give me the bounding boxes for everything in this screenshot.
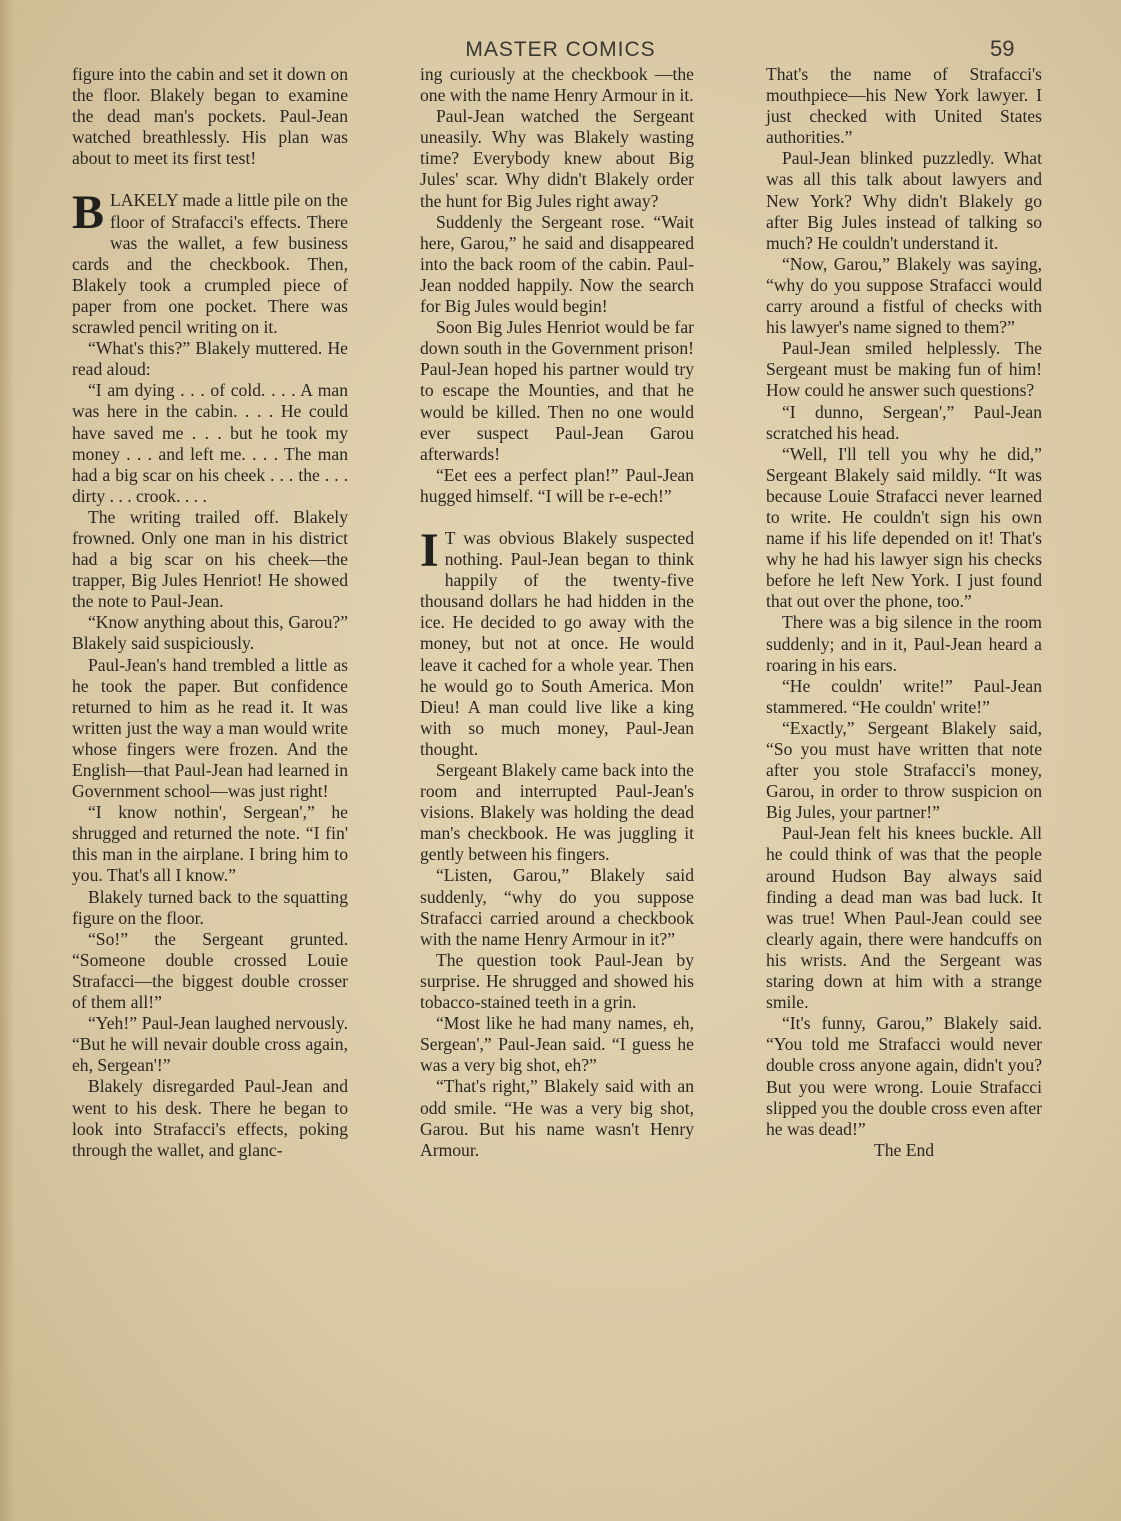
paragraph-text: “I dunno, Sergean',” Paul-Jean scratched his head. <box>766 401 1042 443</box>
paragraph-text: “I know nothin', Sergean',” he shrugged and returned the note. “I fin' this man in the airplane. I bring him to you. That's all I know.” <box>72 802 348 886</box>
story-paragraph <box>766 444 1042 613</box>
story-paragraph <box>766 823 1042 1013</box>
paragraph-text: Paul-Jean smiled helplessly. The Sergeant must be making fun of him! How could he answer such questions? <box>766 338 1042 401</box>
story-paragraph <box>72 929 348 1013</box>
story-paragraph <box>420 760 694 865</box>
paragraph-text: “Know anything about this, Garou?” Blakely said suspiciously. <box>72 612 348 654</box>
paragraph-text: LAKELY made a little pile on the floor of Strafacci's effects. There was the wallet, a few business cards and the checkbook. Then, Blakely took a crumpled piece of paper from one pocket. There was scrawled pencil writing on it. <box>72 190 348 338</box>
paragraph-text: Paul-Jean blinked puzzledly. What was all this talk about lawyers and New York? Why didn't Blakely go after Big Jules instead of talking so much? He couldn't understand it. <box>766 148 1042 253</box>
paragraph-text: The writing trailed off. Blakely frowned. Only one man in his district had a big scar on his cheek—the trapper, Big Jules Henriot! He showed the note to Paul-Jean. <box>72 506 348 612</box>
story-paragraph <box>72 64 348 169</box>
story-paragraph <box>72 1013 348 1076</box>
story-paragraph <box>766 718 1042 823</box>
story-paragraph <box>420 64 694 106</box>
story-paragraph <box>72 655 348 803</box>
paragraph-text: T was obvious Blakely suspected nothing. Paul-Jean began to think happily of the twenty-five thousand dollars he had hidden in the ice. He decided to go away with the money, but not at once. He would leave it cached for a whole year. Then he would go to South America. Mon Dieu! A man could live like a king with so much money, Paul-Jean thought. <box>420 527 694 759</box>
page-header-title: MASTER COMICS <box>465 38 656 61</box>
paragraph-text: “That's right,” Blakely said with an odd smile. “He was a very big shot, Garou. But his name wasn't Henry Armour. <box>420 1076 694 1160</box>
paragraph-text: “I am dying . . . of cold. . . . A man was here in the cabin. . . . He could have saved me . . . but he took my money . . . and left me. . . . The man had a big scar on his cheek . . . the . . . dirty . . . crook. . . . <box>72 380 348 506</box>
paragraph-text: figure into the cabin and set it down on the floor. Blakely began to examine the dead man's pockets. Paul-Jean watched breathlessly. His plan was about to meet its first test! <box>72 64 348 169</box>
the-end-label: The End <box>873 1139 935 1160</box>
paragraph-text: “Well, I'll tell you why he did,” Sergeant Blakely said mildly. “It was because Louie Strafacci never learned to write. He couldn't sign his own name if his life depended on it! That's why he had his lawyer sign his checks before he left New York. I just found that out over the phone, too.” <box>766 443 1042 612</box>
paragraph-text: Paul-Jean felt his knees buckle. All he could think of was that the people around Hudson Bay always said finding a dead man was bad luck. It was true! When Paul-Jean could see clearly again, there were handcuffs on his wrists. And the Sergeant was staring down at him with a strange smile. <box>766 823 1042 1013</box>
story-paragraph <box>72 507 348 612</box>
story-paragraph <box>72 612 348 654</box>
paragraph-text: Paul-Jean watched the Sergeant uneasily. Why was Blakely wasting time? Everybody knew about Big Jules' scar. Why didn't Blakely order the hunt for Big Jules right away? <box>420 106 694 211</box>
paragraph-text: Blakely turned back to the squatting figure on the floor. <box>72 886 348 928</box>
drop-cap-letter: I <box>420 523 439 577</box>
story-paragraph <box>72 802 348 886</box>
story-paragraph <box>72 338 348 380</box>
story-paragraph <box>766 148 1042 253</box>
story-paragraph <box>420 106 694 211</box>
drop-cap-letter: B <box>72 186 105 240</box>
story-paragraph <box>420 317 694 465</box>
paragraph-text: “Exactly,” Sergeant Blakely said, “So you must have written that note after you stole Strafacci's money, Garou, in order to throw suspicion on Big Jules, your partner!” <box>766 717 1042 823</box>
paragraph-text: ing curiously at the checkbook —the one with the name Henry Armour in it. <box>420 64 694 106</box>
story-paragraph <box>420 865 694 949</box>
paragraph-text: “It's funny, Garou,” Blakely said. “You told me Strafacci would never double cross anyone again, didn't you? But you were wrong. Louie Strafacci slipped you the double cross even after he was dead!” <box>766 1013 1042 1139</box>
paragraph-text: There was a big silence in the room suddenly; and in it, Paul-Jean heard a roaring in his ears. <box>766 612 1042 675</box>
paragraph-text: Paul-Jean's hand trembled a little as he took the paper. But confidence returned to him as he read it. It was written just the way a man would write whose fingers were frozen. And the English—that Paul-Jean had learned in Government school—was just right! <box>72 654 348 802</box>
paragraph-text: “What's this?” Blakely muttered. He read aloud: <box>72 338 348 380</box>
story-paragraph <box>72 186 348 338</box>
paragraph-text: “Yeh!” Paul-Jean laughed nervously. “But he will nevair double cross again, eh, Sergean'!” <box>72 1013 348 1076</box>
paragraph-text: Suddenly the Sergeant rose. “Wait here, Garou,” he said and disappeared into the back room of the cabin. Paul-Jean nodded happily. Now the search for Big Jules would begin! <box>420 211 694 317</box>
text-column-1 <box>72 64 348 1161</box>
paragraph-text: Sergeant Blakely came back into the room and interrupted Paul-Jean's visions. Blakely was holding the dead man's checkbook. He was juggling it gently between his fingers. <box>420 760 694 865</box>
paragraph-text: Blakely disregarded Paul-Jean and went to his desk. There he began to look into Strafacci's effects, poking through the wallet, and glanc- <box>72 1076 348 1160</box>
story-paragraph <box>766 612 1042 675</box>
story-paragraph <box>72 1076 348 1160</box>
story-paragraph <box>766 1013 1042 1140</box>
text-column-3 <box>766 64 1042 1161</box>
story-paragraph <box>766 402 1042 444</box>
paragraph-text: “Most like he had many names, eh, Sergean',” Paul-Jean said. “I guess he was a very big shot, eh?” <box>420 1013 694 1076</box>
paragraph-text: The question took Paul-Jean by surprise. He shrugged and showed his tobacco-stained teeth in a grin. <box>420 949 694 1013</box>
story-paragraph <box>420 465 694 507</box>
paragraph-text: “Now, Garou,” Blakely was saying, “why do you suppose Strafacci would carry around a fistful of checks with his lawyer's name signed to them?” <box>766 253 1042 338</box>
page-number: 59 <box>990 36 1015 61</box>
story-paragraph <box>420 1076 694 1160</box>
paragraph-text: “Listen, Garou,” Blakely said suddenly, “why do you suppose Strafacci carried around a checkbook with the name Henry Armour in it?” <box>420 865 694 949</box>
story-paragraph <box>420 1013 694 1076</box>
paragraph-text: “Eet ees a perfect plan!” Paul-Jean hugged himself. “I will be r-e-ech!” <box>420 464 694 506</box>
paragraph-text: That's the name of Strafacci's mouthpiece—his New York lawyer. I just checked with United States authorities.” <box>766 64 1042 148</box>
paragraph-text: Soon Big Jules Henriot would be far down south in the Government prison! Paul-Jean hoped his partner would try to escape the Mounties, and that he would be killed. Then no one would ever suspect Paul-Jean Garou afterwards! <box>420 317 694 464</box>
story-paragraph <box>766 254 1042 338</box>
story-paragraph <box>420 212 694 317</box>
story-paragraph <box>766 338 1042 401</box>
paragraph-text: “So!” the Sergeant grunted. “Someone double crossed Louie Strafacci—the biggest double crosser of them all!” <box>72 928 348 1013</box>
story-paragraph <box>420 523 694 760</box>
story-paragraph <box>72 887 348 929</box>
text-column-2 <box>420 64 694 1161</box>
story-paragraph <box>766 64 1042 148</box>
story-paragraph <box>72 380 348 507</box>
story-paragraph <box>420 950 694 1013</box>
story-paragraph <box>766 676 1042 718</box>
paragraph-text: “He couldn' write!” Paul-Jean stammered. “He couldn' write!” <box>766 675 1042 717</box>
